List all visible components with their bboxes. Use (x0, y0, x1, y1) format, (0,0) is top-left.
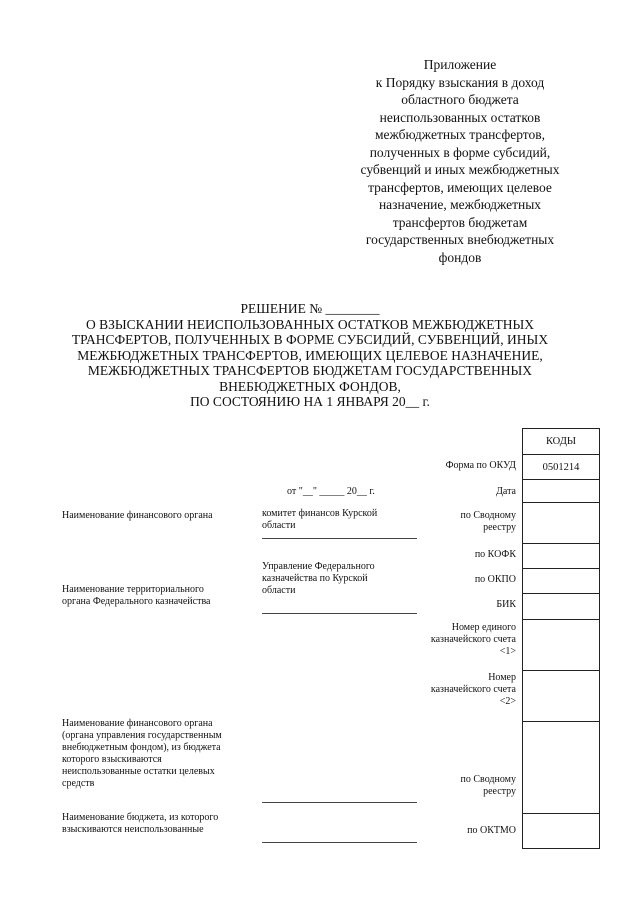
oktmo-code-cell (523, 814, 600, 849)
bik-label: БИК (496, 599, 516, 610)
fin-org-budget-underline (262, 802, 417, 803)
appendix-line: государственных внебюджетных (365, 232, 555, 247)
decision-title (60, 301, 560, 410)
okud-code-cell: 0501214 (523, 455, 600, 480)
codes-header: КОДЫ (523, 429, 600, 455)
appendix-line: полученных в форме субсидий, (369, 144, 551, 160)
fin-org-budget-label: Наименование финансового органа (органа управления государственным внебюджетным фондом), из бюджета которого взыскиваются неиспользованные остатки целевых средств (62, 718, 222, 789)
appendix-line: трансфертов, имеющих целевое (368, 179, 552, 195)
appendix-line: к Порядку взыскания в доход (375, 74, 545, 90)
kofk-label: по КОФК (474, 549, 516, 560)
svodny-reestr-label: по Сводному реестру (460, 510, 516, 533)
single-account-label: Номер единого казначейского счета <1> (430, 622, 516, 657)
title-line: ПО СОСТОЯНИЮ НА 1 ЯНВАРЯ 20__ г. (190, 394, 430, 409)
date-line: от "__" _____ 20__ г. (287, 486, 375, 497)
fin-org-value: комитет финансов Курской области (262, 508, 378, 531)
fin-org-label: Наименование финансового органа (62, 510, 213, 521)
okpo-label: по ОКПО (474, 574, 516, 585)
appendix-line: неиспользованных остатков (379, 109, 541, 125)
title-line: РЕШЕНИЕ № ________ (240, 301, 380, 316)
appendix-line: трансфертов бюджетам (392, 214, 528, 230)
territorial-org-underline (262, 613, 417, 614)
appendix-line: Приложение (423, 57, 497, 72)
title-line: МЕЖБЮДЖЕТНЫХ ТРАНСФЕРТОВ, ИМЕЮЩИХ ЦЕЛЕВОЕ НАЗНАЧЕНИЕ, (77, 347, 543, 363)
appendix-line: фондов (438, 249, 482, 265)
date-code-cell (523, 480, 600, 503)
fin-org-underline (262, 538, 417, 539)
appendix-line: назначение, межбюджетных (378, 197, 542, 212)
budget-name-underline (262, 842, 417, 843)
svodny-reestr-code-cell (523, 503, 600, 544)
okud-label: Форма по ОКУД (445, 460, 516, 471)
oktmo-label: по ОКТМО (467, 825, 516, 836)
territorial-org-label: Наименование территориального органа Федерального казначейства (62, 584, 211, 607)
appendix-line: субвенций и иных межбюджетных (360, 162, 560, 177)
territorial-org-value: Управление Федерального казначейства по Курской области (262, 561, 375, 596)
codes-table (522, 428, 600, 849)
svodny-reestr-2-code-cell (523, 722, 600, 814)
title-line: ВНЕБЮДЖЕТНЫХ ФОНДОВ, (219, 378, 401, 394)
title-line: ТРАНСФЕРТОВ, ПОЛУЧЕННЫХ В ФОРМЕ СУБСИДИЙ, СУБВЕНЦИЙ, ИНЫХ (71, 332, 549, 347)
appendix-header (330, 56, 590, 266)
kofk-code-cell (523, 544, 600, 569)
date-label: Дата (496, 486, 516, 497)
treasury-account-code-cell (523, 671, 600, 722)
single-account-code-cell (523, 620, 600, 671)
appendix-line: областного бюджета (401, 92, 519, 107)
appendix-line: межбюджетных трансфертов, (374, 127, 545, 142)
bik-code-cell (523, 594, 600, 620)
okpo-code-cell (523, 569, 600, 594)
svodny-reestr-2-label: по Сводному реестру (460, 774, 516, 797)
treasury-account-label: Номер казначейского счета <2> (430, 672, 516, 707)
title-line: О ВЗЫСКАНИИ НЕИСПОЛЬЗОВАННЫХ ОСТАТКОВ МЕЖБЮДЖЕТНЫХ (86, 316, 534, 332)
title-line: МЕЖБЮДЖЕТНЫХ ТРАНСФЕРТОВ БЮДЖЕТАМ ГОСУДАРСТВЕННЫХ (87, 363, 533, 378)
budget-name-label: Наименование бюджета, из которого взыскиваются неиспользованные (62, 812, 219, 835)
